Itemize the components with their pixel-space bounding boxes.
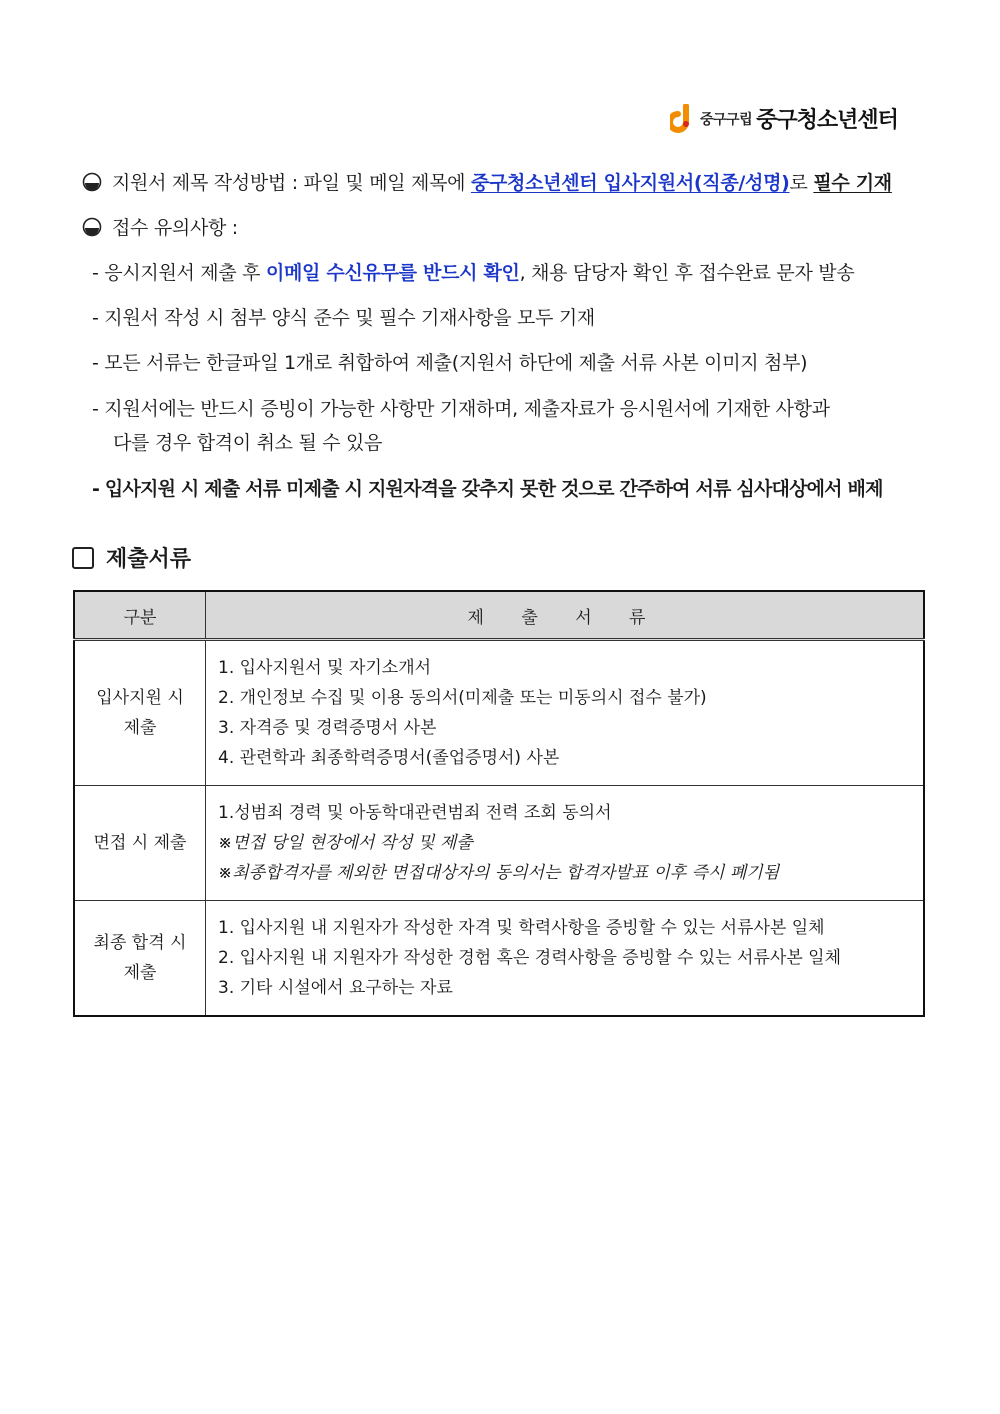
row-label-line: 면접 시 제출 <box>93 833 187 853</box>
title-method-highlight: 중구청소년센터 입사지원서(직종/성명) <box>470 172 790 194</box>
row-content <box>206 786 925 901</box>
table-header-category: 구분 <box>74 591 206 640</box>
note-item: - 모든 서류는 한글파일 1개로 취합하여 제출(지원서 하단에 제출 서류 사본 이미지 첨부) <box>92 352 808 374</box>
title-method-suffix: 로 <box>789 172 814 194</box>
logo-mark-icon <box>670 104 696 134</box>
title-method-required: 필수 기재 <box>813 172 892 194</box>
document-item: 1. 입사지원 내 지원자가 작성한 자격 및 학력사항을 증빙할 수 있는 서류사본 일체 <box>218 918 825 938</box>
table-row <box>74 786 924 901</box>
note-item-suffix: , 채용 담당자 확인 후 접수완료 문자 발송 <box>519 262 855 284</box>
logo-small-text: 중구구립 <box>700 111 753 128</box>
circle-bullet-icon <box>82 217 102 237</box>
note-item-prefix: - 응시지원서 제출 후 <box>92 262 266 284</box>
row-label <box>74 901 206 1017</box>
note-item: - 지원서 작성 시 첨부 양식 준수 및 필수 기재사항을 모두 기재 <box>92 307 595 329</box>
note-item-bold: - 입사지원 시 제출 서류 미제출 시 지원자격을 갖추지 못한 것으로 간주하여 서류 심사대상에서 배제 <box>92 478 883 500</box>
center-logo <box>670 103 898 134</box>
table-row <box>74 901 924 1017</box>
row-label-line: 제출 <box>123 963 157 983</box>
section-title <box>72 542 191 573</box>
document-item: 1.성범죄 경력 및 아동학대관련범죄 전력 조회 동의서 <box>218 803 612 823</box>
row-content <box>206 640 925 786</box>
note-item: - 지원서에는 반드시 증빙이 가능한 사항만 기재하며, 제출자료가 응시원서에 기재한 사항과 <box>92 398 830 420</box>
caution-label: 접수 유의사항 : <box>112 217 238 239</box>
document-item: 2. 입사지원 내 지원자가 작성한 경험 혹은 경력사항을 증빙할 수 있는 서류사본 일체 <box>218 948 841 968</box>
title-method-line <box>82 168 892 195</box>
title-method-prefix: 지원서 제목 작성방법 : 파일 및 메일 제목에 <box>112 172 471 194</box>
note-item <box>92 258 854 285</box>
row-label-line: 입사지원 시 <box>96 688 184 708</box>
row-content <box>206 901 925 1017</box>
caution-label-line <box>82 213 238 240</box>
note-item-continuation: 다를 경우 합격이 취소 될 수 있음 <box>113 432 383 454</box>
documents-table <box>73 590 925 1017</box>
row-label-line: 최종 합격 시 <box>93 933 187 953</box>
table-header-row <box>74 591 924 640</box>
document-item: 3. 자격증 및 경력증명서 사본 <box>218 718 437 738</box>
document-item: 4. 관련학과 최종학력증명서(졸업증명서) 사본 <box>218 748 560 768</box>
logo-big-text: 중구청소년센터 <box>756 108 898 133</box>
row-label-line: 제출 <box>123 718 157 738</box>
document-note: ※면접 당일 현장에서 작성 및 제출 <box>218 833 473 853</box>
row-label <box>74 640 206 786</box>
section-title-text: 제출서류 <box>106 547 192 572</box>
table-row <box>74 640 924 786</box>
note-item-highlight: 이메일 수신유무를 반드시 확인 <box>265 262 520 284</box>
document-item: 1. 입사지원서 및 자기소개서 <box>218 658 432 678</box>
document-item: 2. 개인정보 수집 및 이용 동의서(미제출 또는 미동의시 접수 불가) <box>218 688 707 708</box>
circle-bullet-icon <box>82 172 102 192</box>
table-header-documents: 제 출 서 류 <box>206 591 925 640</box>
checkbox-icon <box>72 547 94 569</box>
row-label <box>74 786 206 901</box>
document-item: 3. 기타 시설에서 요구하는 자료 <box>218 978 453 998</box>
document-note: ※최종합격자를 제외한 면접대상자의 동의서는 합격자발표 이후 즉시 폐기됨 <box>218 863 780 883</box>
